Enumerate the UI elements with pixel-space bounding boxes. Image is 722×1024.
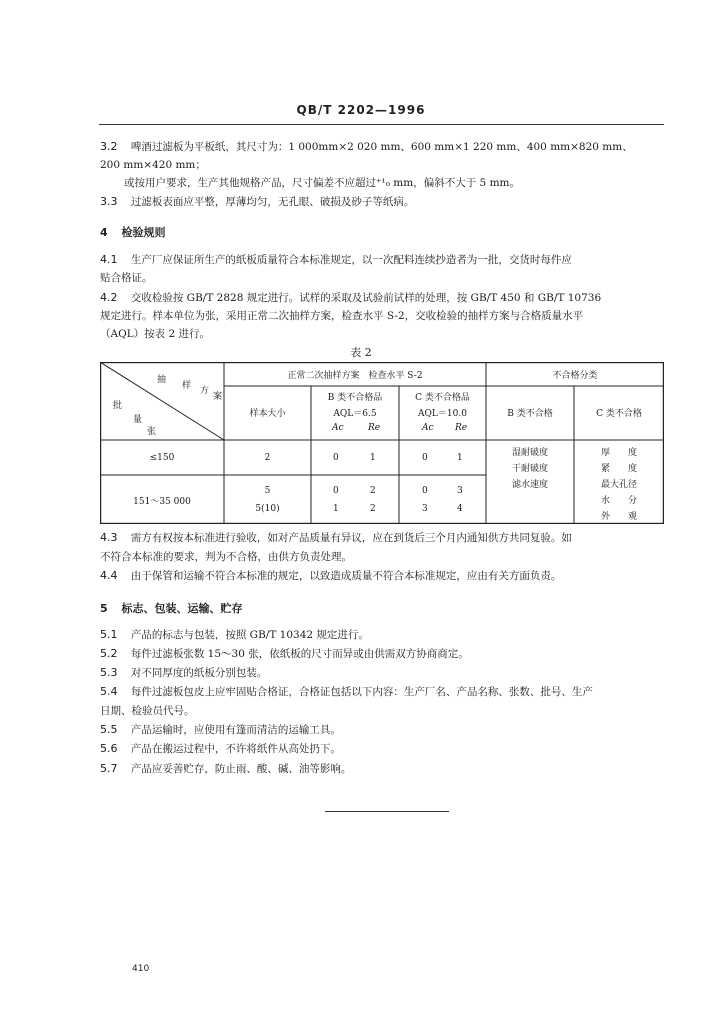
- clause-number: 5.4: [100, 685, 118, 698]
- row2-c-ac1: 0: [422, 486, 428, 496]
- clause-text: 产品在搬运过程中，不许将纸件从高处扔下。: [130, 743, 341, 755]
- clause-text: 日期、检验员代号。: [100, 705, 195, 717]
- diag-label: 抽: [157, 375, 167, 385]
- section-title: 检验规则: [121, 226, 166, 239]
- row2-b-ac1: 0: [333, 486, 339, 496]
- clause-4-1: [100, 253, 572, 267]
- clause-5-5: [100, 723, 341, 737]
- clause-5-3: [100, 666, 267, 680]
- clause-text: 过滤板表面应平整，厚薄均匀，无孔眼、破损及砂子等纸病。: [130, 196, 415, 208]
- c-item: 厚 度: [600, 448, 637, 458]
- row2-c-ac2: 3: [422, 504, 428, 514]
- clause-4-3: [100, 531, 572, 545]
- row1-sample: 2: [264, 453, 271, 463]
- clause-number: 3.2: [100, 140, 118, 153]
- clause-text: 产品的标志与包装，按照 GB/T 10342 规定进行。: [130, 629, 369, 641]
- row2-b-ac2: 1: [333, 504, 339, 514]
- row1-c-ac: 0: [422, 453, 428, 463]
- clause-4-4: [100, 569, 561, 583]
- clause-number: 5.1: [100, 628, 118, 641]
- section-title: 标志、包装、运输、贮存: [121, 602, 243, 615]
- clause-5-7: [100, 762, 351, 776]
- clause-5-2: [100, 647, 469, 661]
- clause-text: 规定进行。样本单位为张，采用正常二次抽样方案，检查水平 S-2，交收检验的抽样方案与合格质量水平: [100, 310, 584, 322]
- clause-5-6: [100, 742, 341, 756]
- group-normal: 正常二次抽样方案 检查水平 S-2: [287, 371, 423, 381]
- col-c-ac: Ac: [422, 423, 434, 433]
- clause-text: 每件过滤板张数 15～30 张，依纸板的尺寸而异或由供需双方协商商定。: [130, 648, 469, 660]
- col-c-aql: AQL＝10.0: [418, 409, 467, 419]
- clause-text: 交收检验按 GB/T 2828 规定进行。试样的采取及试验前试样的处理，按 GB/T 450 和 GB/T 10736: [130, 292, 602, 304]
- page-number: 410: [132, 964, 150, 974]
- c-item: 外 观: [600, 512, 637, 522]
- clause-text: 贴合格证。: [100, 272, 153, 284]
- clause-number: 5.7: [100, 762, 118, 775]
- clause-4-2: [100, 291, 601, 305]
- clause-number: 4.4: [100, 569, 118, 582]
- clause-text: 产品应妥善贮存，防止雨、酸、碱、油等影响。: [130, 763, 352, 775]
- col-c-re: Re: [455, 423, 468, 433]
- clause-text: 需方有权按本标准进行验收，如对产品质量有异议，应在到货后三个月内通知供方共同复验。如: [130, 532, 572, 544]
- section-4-heading: [100, 224, 166, 240]
- row1-b-re: 1: [370, 453, 376, 463]
- clause-5-4: [100, 685, 593, 699]
- section-5-heading: [100, 600, 243, 616]
- row2-b-re1: 2: [370, 486, 376, 496]
- c-item: 最大孔径: [600, 480, 637, 490]
- diag-label: 量: [133, 415, 143, 425]
- col-b-nonconforming: B 类不合格: [507, 409, 553, 419]
- row1-b-ac: 0: [333, 453, 339, 463]
- header-rule: [99, 124, 664, 125]
- clause-text: 生产厂应保证所生产的纸板质量符合本标准规定，以一次配料连续抄造者为一批，交货时每件应: [130, 254, 572, 266]
- clause-text: 每件过滤板包皮上应牢固贴合格证，合格证包括以下内容：生产厂名、产品名称、张数、批号、生产: [130, 686, 593, 698]
- clause-5-1: [100, 628, 369, 642]
- row2-c-re1: 3: [457, 486, 463, 496]
- clause-text: 产品运输时，应使用有篷而清洁的运输工具。: [130, 724, 341, 736]
- clause-text: 啤酒过滤板为平板纸，其尺寸为：1 000mm×2 020 mm、600 mm×1 220 mm、400 mm×820 mm、: [130, 141, 633, 153]
- clause-number: 4.1: [100, 253, 118, 266]
- clause-3-3: [100, 195, 414, 209]
- group-nonconformance: 不合格分类: [552, 371, 598, 381]
- diag-label: 批: [113, 401, 123, 411]
- row2-sample1: 5: [264, 486, 271, 496]
- b-item: 滤水速度: [511, 480, 548, 490]
- clause-number: 4.3: [100, 531, 118, 544]
- diag-label: 方: [200, 386, 210, 396]
- c-item: 水 分: [600, 496, 637, 506]
- section-number: 4: [100, 226, 108, 239]
- col-b-ac: Ac: [332, 423, 344, 433]
- clause-text: 不符合本标准的要求，判为不合格，由供方负责处理。: [100, 551, 352, 563]
- col-b-aql: AQL＝6.5: [333, 409, 377, 419]
- section-number: 5: [100, 602, 108, 615]
- c-item: 紧 度: [600, 464, 637, 474]
- clause-number: 5.6: [100, 742, 118, 755]
- clause-text: 200 mm×420 mm；: [100, 159, 206, 171]
- row1-batch: ≤150: [149, 453, 175, 463]
- col-sample-size: 样本大小: [249, 409, 286, 419]
- row1-c-re: 1: [457, 453, 463, 463]
- sampling-table: [100, 362, 664, 524]
- row2-b-re2: 2: [370, 504, 376, 514]
- page-header: QB/T 2202—1996: [296, 103, 426, 117]
- diag-label: 案: [213, 392, 223, 402]
- end-rule: [325, 811, 449, 812]
- table-caption: 表 2: [350, 346, 372, 359]
- diag-label: 样: [182, 381, 192, 391]
- row2-batch: 151～35 000: [133, 497, 191, 507]
- clause-number: 4.2: [100, 291, 118, 304]
- row2-c-re2: 4: [457, 504, 463, 514]
- clause-number: 3.3: [100, 195, 118, 208]
- clause-number: 5.2: [100, 647, 118, 660]
- clause-text: 或按用户要求，生产其他规格产品，尺寸偏差不应超过⁺¹₀ mm，偏斜不大于 5 mm。: [124, 177, 520, 189]
- diag-label: 张: [147, 427, 157, 437]
- col-c-nonconforming: C 类不合格: [596, 409, 642, 419]
- clause-number: 5.3: [100, 666, 118, 679]
- clause-text: （AQL）按表 2 进行。: [100, 328, 211, 340]
- col-b-re: Re: [368, 423, 381, 433]
- row2-sample2: 5(10): [255, 504, 280, 514]
- clause-3-2: [100, 140, 633, 154]
- clause-number: 5.5: [100, 723, 118, 736]
- clause-text: 由于保管和运输不符合本标准的规定，以致造成质量不符合本标准规定，应由有关方面负责。: [130, 570, 562, 582]
- clause-text: 对不同厚度的纸板分别包装。: [130, 667, 268, 679]
- col-b-defective: B 类不合格品: [327, 393, 383, 403]
- b-item: 湿耐破度: [511, 448, 548, 458]
- b-item: 干耐破度: [511, 464, 548, 474]
- col-c-defective: C 类不合格品: [415, 393, 470, 403]
